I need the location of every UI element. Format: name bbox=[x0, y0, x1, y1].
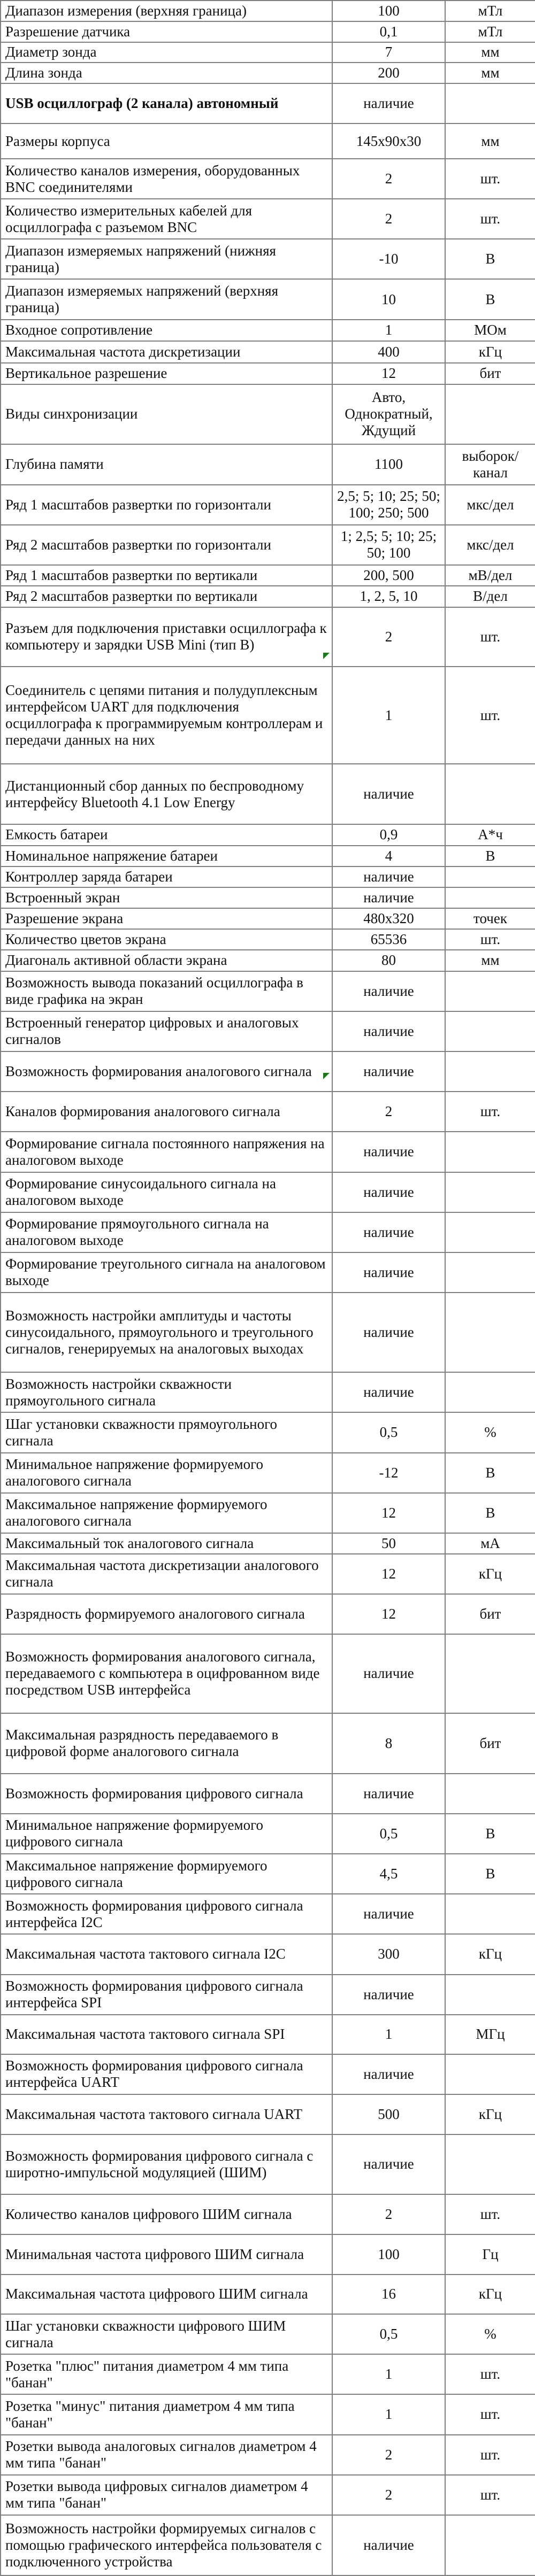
value-cell: 65536 bbox=[332, 929, 445, 950]
unit-cell: В bbox=[445, 846, 535, 867]
unit-cell: кГц bbox=[445, 341, 535, 363]
value-cell: 100 bbox=[332, 2234, 445, 2275]
table-row bbox=[1, 667, 535, 764]
parameter-cell: Встроенный генератор цифровых и аналоговых сигналов bbox=[1, 1011, 332, 1051]
value-cell: 10 bbox=[332, 279, 445, 319]
value-cell: наличие bbox=[332, 1172, 445, 1212]
table-row bbox=[1, 1975, 535, 2015]
parameter-cell: Количество цветов экрана bbox=[1, 929, 332, 950]
parameter-cell: Розетка "минус" питания диаметром 4 мм типа "банан" bbox=[1, 2394, 332, 2434]
parameter-cell: Возможность формирования цифрового сигнала интерфейса SPI bbox=[1, 1975, 332, 2015]
parameter-cell: Возможность настройки скважности прямоугольного сигнала bbox=[1, 1372, 332, 1412]
table-row bbox=[1, 341, 535, 363]
value-cell: наличие bbox=[332, 2054, 445, 2094]
table-row bbox=[1, 1293, 535, 1372]
parameter-cell: Формирование прямоугольного сигнала на аналоговом выходе bbox=[1, 1212, 332, 1252]
value-cell: 0,5 bbox=[332, 1814, 445, 1854]
parameter-cell: Диапазон измеряемых напряжений (верхняя граница) bbox=[1, 279, 332, 319]
table-row bbox=[1, 1594, 535, 1634]
parameter-cell: USB осциллограф (2 канала) автономный bbox=[1, 83, 332, 123]
unit-cell: шт. bbox=[445, 199, 535, 239]
parameter-cell: Максимальная частота тактового сигнала I2C bbox=[1, 1934, 332, 1974]
value-cell: наличие bbox=[332, 1011, 445, 1051]
table-row bbox=[1, 2475, 535, 2515]
unit-cell: мм bbox=[445, 42, 535, 63]
table-row bbox=[1, 2394, 535, 2434]
unit-cell: мм bbox=[445, 63, 535, 83]
table-row bbox=[1, 1533, 535, 1554]
parameter-cell: Возможность настройки формируемых сигналов с помощью графического интерфейса пользователя с подключенного устройства bbox=[1, 2515, 332, 2575]
table-row bbox=[1, 2054, 535, 2094]
value-cell: наличие bbox=[332, 764, 445, 824]
table-row bbox=[1, 1493, 535, 1533]
value-cell: наличие bbox=[332, 1894, 445, 1934]
unit-cell: шт. bbox=[445, 159, 535, 199]
parameter-cell: Максимальное напряжение формируемого цифрового сигнала bbox=[1, 1854, 332, 1894]
value-cell: 12 bbox=[332, 363, 445, 384]
parameter-cell: Вертикальное разрешение bbox=[1, 363, 332, 384]
value-cell: 50 bbox=[332, 1533, 445, 1554]
parameter-cell: Розетки вывода цифровых сигналов диаметром 4 мм типа "банан" bbox=[1, 2475, 332, 2515]
unit-cell: МОм bbox=[445, 320, 535, 341]
table-row bbox=[1, 908, 535, 929]
parameter-cell: Возможность формирования аналогового сигнала bbox=[1, 1051, 332, 1092]
unit-cell: мТл bbox=[445, 1, 535, 21]
parameter-cell: Количество каналов цифрового ШИМ сигнала bbox=[1, 2194, 332, 2234]
table-row bbox=[1, 950, 535, 971]
unit-cell bbox=[445, 1212, 535, 1252]
parameter-cell: Ряд 1 масштабов развертки по вертикали bbox=[1, 565, 332, 586]
value-cell: наличие bbox=[332, 971, 445, 1011]
parameter-cell: Максимальная частота цифрового ШИМ сигнала bbox=[1, 2275, 332, 2314]
table-row bbox=[1, 525, 535, 565]
unit-cell: шт. bbox=[445, 2394, 535, 2434]
unit-cell: В bbox=[445, 1453, 535, 1493]
value-cell: 145х90х30 bbox=[332, 123, 445, 159]
parameter-cell: Максимальная частота дискретизации аналогового сигнала bbox=[1, 1554, 332, 1594]
table-row bbox=[1, 846, 535, 867]
value-cell: наличие bbox=[332, 1774, 445, 1814]
value-cell: 1 bbox=[332, 2015, 445, 2054]
table-row bbox=[1, 1554, 535, 1594]
unit-cell: В bbox=[445, 279, 535, 319]
parameter-cell: Ряд 2 масштабов развертки по горизонтали bbox=[1, 525, 332, 565]
unit-cell: мм bbox=[445, 950, 535, 971]
unit-cell: мТл bbox=[445, 21, 535, 42]
parameter-cell: Диагональ активной области экрана bbox=[1, 950, 332, 971]
unit-cell: мА bbox=[445, 1533, 535, 1554]
table-row bbox=[1, 1172, 535, 1212]
table-row bbox=[1, 1774, 535, 1814]
value-cell: 1 bbox=[332, 2394, 445, 2434]
parameter-cell: Формирование треугольного сигнала на аналоговом выходе bbox=[1, 1252, 332, 1293]
table-row bbox=[1, 971, 535, 1011]
value-cell: наличие bbox=[332, 1212, 445, 1252]
table-row bbox=[1, 1, 535, 21]
unit-cell bbox=[445, 2134, 535, 2194]
parameter-cell: Максимальная частота тактового сигнала SPI bbox=[1, 2015, 332, 2054]
table-row bbox=[1, 2435, 535, 2475]
unit-cell bbox=[445, 2515, 535, 2575]
value-cell: 100 bbox=[332, 1, 445, 21]
parameter-cell: Максимальное напряжение формируемого аналогового сигнала bbox=[1, 1493, 332, 1533]
value-cell: 12 bbox=[332, 1594, 445, 1634]
value-cell: 0,5 bbox=[332, 1412, 445, 1452]
parameter-cell: Дистанционный сбор данных по беспроводному интерфейсу Bluetooth 4.1 Low Energy bbox=[1, 764, 332, 824]
unit-cell bbox=[445, 1975, 535, 2015]
value-cell: Авто, Однократный, Ждущий bbox=[332, 384, 445, 445]
table-row bbox=[1, 2015, 535, 2054]
table-row bbox=[1, 2354, 535, 2394]
value-cell: наличие bbox=[332, 887, 445, 908]
table-row bbox=[1, 2275, 535, 2314]
unit-cell: шт. bbox=[445, 2435, 535, 2475]
unit-cell bbox=[445, 887, 535, 908]
value-cell: 300 bbox=[332, 1934, 445, 1974]
parameter-cell: Возможность формирования цифрового сигнала с широтно-импульсной модуляцией (ШИМ) bbox=[1, 2134, 332, 2194]
unit-cell: МГц bbox=[445, 2015, 535, 2054]
unit-cell bbox=[445, 83, 535, 123]
table-row bbox=[1, 1412, 535, 1452]
value-cell: 12 bbox=[332, 1493, 445, 1533]
value-cell: наличие bbox=[332, 867, 445, 888]
unit-cell: % bbox=[445, 2314, 535, 2354]
unit-cell: В/дел bbox=[445, 586, 535, 607]
parameter-cell: Возможность формирования цифрового сигнала bbox=[1, 1774, 332, 1814]
value-cell: 2 bbox=[332, 2475, 445, 2515]
table-row bbox=[1, 83, 535, 123]
parameter-cell: Емкость батареи bbox=[1, 824, 332, 846]
value-cell: наличие bbox=[332, 1132, 445, 1172]
parameter-cell: Возможность формирования цифрового сигнала интерфейса UART bbox=[1, 2054, 332, 2094]
value-cell: 0,5 bbox=[332, 2314, 445, 2354]
parameter-cell: Размеры корпуса bbox=[1, 123, 332, 159]
unit-cell: кГц bbox=[445, 2275, 535, 2314]
parameter-cell: Разрядность формируемого аналогового сигнала bbox=[1, 1594, 332, 1634]
parameter-cell: Возможность вывода показаний осциллографа в виде графика на экран bbox=[1, 971, 332, 1011]
parameter-cell: Максимальный ток аналогового сигнала bbox=[1, 1533, 332, 1554]
unit-cell: мкс/дел bbox=[445, 525, 535, 565]
value-cell: наличие bbox=[332, 1293, 445, 1372]
table-row bbox=[1, 279, 535, 319]
unit-cell bbox=[445, 1774, 535, 1814]
table-row bbox=[1, 887, 535, 908]
table-row bbox=[1, 607, 535, 667]
value-cell: 2 bbox=[332, 2435, 445, 2475]
unit-cell: шт. bbox=[445, 2475, 535, 2515]
table-row bbox=[1, 867, 535, 888]
value-cell: 80 bbox=[332, 950, 445, 971]
table-row bbox=[1, 2134, 535, 2194]
unit-cell: кГц bbox=[445, 1554, 535, 1594]
table-row bbox=[1, 1372, 535, 1412]
unit-cell: В bbox=[445, 1493, 535, 1533]
table-row bbox=[1, 2194, 535, 2234]
unit-cell: шт. bbox=[445, 2354, 535, 2394]
table-row bbox=[1, 2094, 535, 2134]
table-row bbox=[1, 565, 535, 586]
table-row bbox=[1, 320, 535, 341]
table-row bbox=[1, 199, 535, 239]
table-row bbox=[1, 123, 535, 159]
unit-cell: точек bbox=[445, 908, 535, 929]
value-cell: наличие bbox=[332, 2515, 445, 2575]
parameter-cell: Возможность формирования цифрового сигнала интерфейса I2C bbox=[1, 1894, 332, 1934]
value-cell: -12 bbox=[332, 1453, 445, 1493]
parameter-cell: Разрешение экрана bbox=[1, 908, 332, 929]
unit-cell: В bbox=[445, 239, 535, 279]
value-cell: 2,5; 5; 10; 25; 50; 100; 250; 500 bbox=[332, 485, 445, 525]
unit-cell bbox=[445, 1011, 535, 1051]
table-row bbox=[1, 1011, 535, 1051]
value-cell: 2 bbox=[332, 2194, 445, 2234]
value-cell: -10 bbox=[332, 239, 445, 279]
table-row bbox=[1, 1814, 535, 1854]
table-row bbox=[1, 2314, 535, 2354]
value-cell: 480х320 bbox=[332, 908, 445, 929]
unit-cell: мм bbox=[445, 123, 535, 159]
unit-cell bbox=[445, 971, 535, 1011]
value-cell: 200 bbox=[332, 63, 445, 83]
unit-cell: мкс/дел bbox=[445, 485, 535, 525]
table-row bbox=[1, 384, 535, 445]
unit-cell bbox=[445, 2054, 535, 2094]
table-row bbox=[1, 1092, 535, 1132]
unit-cell: кГц bbox=[445, 2094, 535, 2134]
unit-cell: % bbox=[445, 1412, 535, 1452]
table-row bbox=[1, 764, 535, 824]
table-row bbox=[1, 1132, 535, 1172]
unit-cell bbox=[445, 384, 535, 445]
parameter-cell: Контроллер заряда батареи bbox=[1, 867, 332, 888]
table-row bbox=[1, 1453, 535, 1493]
unit-cell: мВ/дел bbox=[445, 565, 535, 586]
unit-cell: В bbox=[445, 1854, 535, 1894]
unit-cell bbox=[445, 1372, 535, 1412]
table-row bbox=[1, 929, 535, 950]
parameter-cell: Розетки вывода аналоговых сигналов диаметром 4 мм типа "банан" bbox=[1, 2435, 332, 2475]
table-row bbox=[1, 1051, 535, 1092]
value-cell: 16 bbox=[332, 2275, 445, 2314]
table-row bbox=[1, 363, 535, 384]
unit-cell: А*ч bbox=[445, 824, 535, 846]
value-cell: наличие bbox=[332, 1252, 445, 1293]
parameter-cell: Диапазон измерения (верхняя граница) bbox=[1, 1, 332, 21]
table-row bbox=[1, 239, 535, 279]
parameter-cell: Виды синхронизации bbox=[1, 384, 332, 445]
table-row bbox=[1, 1934, 535, 1974]
table-row bbox=[1, 159, 535, 199]
unit-cell: кГц bbox=[445, 1934, 535, 1974]
parameter-cell: Входное сопротивление bbox=[1, 320, 332, 341]
unit-cell: бит bbox=[445, 1713, 535, 1774]
parameter-cell: Количество каналов измерения, оборудованных BNC соединителями bbox=[1, 159, 332, 199]
value-cell: 200, 500 bbox=[332, 565, 445, 586]
value-cell: 500 bbox=[332, 2094, 445, 2134]
parameter-cell: Минимальное напряжение формируемого аналогового сигнала bbox=[1, 1453, 332, 1493]
unit-cell: шт. bbox=[445, 2194, 535, 2234]
table-row bbox=[1, 1854, 535, 1894]
value-cell: 1 bbox=[332, 667, 445, 764]
table-row bbox=[1, 586, 535, 607]
value-cell: наличие bbox=[332, 1975, 445, 2015]
parameter-cell: Разъем для подключения приставки осциллографа к компьютеру и зарядки USB Mini (тип B) bbox=[1, 607, 332, 667]
parameter-cell: Минимальная частота цифрового ШИМ сигнала bbox=[1, 2234, 332, 2275]
value-cell: 0,9 bbox=[332, 824, 445, 846]
table-row bbox=[1, 444, 535, 484]
table-row bbox=[1, 1252, 535, 1293]
unit-cell: шт. bbox=[445, 1092, 535, 1132]
parameter-cell: Разрешение датчика bbox=[1, 21, 332, 42]
unit-cell bbox=[445, 1172, 535, 1212]
parameter-cell: Возможность настройки амплитуды и частоты синусоидального, прямоугольного и треугольного сигналов, генерируемых на аналоговых выходах bbox=[1, 1293, 332, 1372]
parameter-cell: Формирование сигнала постоянного напряжения на аналоговом выходе bbox=[1, 1132, 332, 1172]
value-cell: 1 bbox=[332, 2354, 445, 2394]
unit-cell bbox=[445, 867, 535, 888]
table-row bbox=[1, 1894, 535, 1934]
value-cell: наличие bbox=[332, 83, 445, 123]
parameter-cell: Розетка "плюс" питания диаметром 4 мм типа "банан" bbox=[1, 2354, 332, 2394]
parameter-cell: Диаметр зонда bbox=[1, 42, 332, 63]
unit-cell: бит bbox=[445, 1594, 535, 1634]
value-cell: 1100 bbox=[332, 444, 445, 484]
parameter-cell: Минимальное напряжение формируемого цифрового сигнала bbox=[1, 1814, 332, 1854]
table-row bbox=[1, 2234, 535, 2275]
unit-cell: В bbox=[445, 1814, 535, 1854]
unit-cell: шт. bbox=[445, 929, 535, 950]
value-cell: 1 bbox=[332, 320, 445, 341]
value-cell: 2 bbox=[332, 1092, 445, 1132]
parameter-cell: Номинальное напряжение батареи bbox=[1, 846, 332, 867]
unit-cell bbox=[445, 1051, 535, 1092]
unit-cell bbox=[445, 1894, 535, 1934]
parameter-cell: Ряд 1 масштабов развертки по горизонтали bbox=[1, 485, 332, 525]
table-row bbox=[1, 1713, 535, 1774]
table-row bbox=[1, 63, 535, 83]
unit-cell bbox=[445, 1293, 535, 1372]
parameter-cell: Шаг установки скважности цифрового ШИМ сигнала bbox=[1, 2314, 332, 2354]
parameter-cell: Максимальная разрядность передаваемого в цифровой форме аналогового сигнала bbox=[1, 1713, 332, 1774]
value-cell: 0,1 bbox=[332, 21, 445, 42]
parameter-cell: Возможность формирования аналогового сигнала, передаваемого с компьютера в оцифрованном виде посредством USB интерфейса bbox=[1, 1634, 332, 1713]
parameter-cell: Длина зонда bbox=[1, 63, 332, 83]
value-cell: 400 bbox=[332, 341, 445, 363]
table-row bbox=[1, 824, 535, 846]
parameter-cell: Ряд 2 масштабов развертки по вертикали bbox=[1, 586, 332, 607]
parameter-cell: Максимальная частота тактового сигнала UART bbox=[1, 2094, 332, 2134]
unit-cell bbox=[445, 1132, 535, 1172]
unit-cell: Гц bbox=[445, 2234, 535, 2275]
spec-rows bbox=[1, 1, 535, 2575]
table-row bbox=[1, 21, 535, 42]
value-cell: 4 bbox=[332, 846, 445, 867]
parameter-cell: Соединитель с цепями питания и полудуплексным интерфейсом UART для подключения осциллографа к программируемым контроллерам и передачи данных на них bbox=[1, 667, 332, 764]
value-cell: наличие bbox=[332, 1634, 445, 1713]
value-cell: 2 bbox=[332, 607, 445, 667]
parameter-cell: Каналов формирования аналогового сигнала bbox=[1, 1092, 332, 1132]
comment-marker bbox=[323, 653, 330, 659]
parameter-cell: Формирование синусоидального сигнала на аналоговом выходе bbox=[1, 1172, 332, 1212]
table-row bbox=[1, 2515, 535, 2575]
parameter-cell: Глубина памяти bbox=[1, 444, 332, 484]
unit-cell: шт. bbox=[445, 667, 535, 764]
unit-cell: выборок/канал bbox=[445, 444, 535, 484]
unit-cell: шт. bbox=[445, 607, 535, 667]
value-cell: 2 bbox=[332, 199, 445, 239]
value-cell: наличие bbox=[332, 2134, 445, 2194]
parameter-cell: Максимальная частота дискретизации bbox=[1, 341, 332, 363]
table-row bbox=[1, 1634, 535, 1713]
parameter-cell: Встроенный экран bbox=[1, 887, 332, 908]
parameter-cell: Количество измерительных кабелей для осциллографа с разъемом BNC bbox=[1, 199, 332, 239]
value-cell: 1; 2,5; 5; 10; 25; 50; 100 bbox=[332, 525, 445, 565]
comment-marker bbox=[323, 1073, 330, 1079]
unit-cell bbox=[445, 1634, 535, 1713]
table-row bbox=[1, 485, 535, 525]
table-row bbox=[1, 42, 535, 63]
value-cell: 2 bbox=[332, 159, 445, 199]
table-row bbox=[1, 1212, 535, 1252]
unit-cell bbox=[445, 764, 535, 824]
value-cell: 12 bbox=[332, 1554, 445, 1594]
parameter-cell: Диапазон измеряемых напряжений (нижняя граница) bbox=[1, 239, 332, 279]
unit-cell bbox=[445, 1252, 535, 1293]
value-cell: 8 bbox=[332, 1713, 445, 1774]
value-cell: 1, 2, 5, 10 bbox=[332, 586, 445, 607]
value-cell: 7 bbox=[332, 42, 445, 63]
value-cell: 4,5 bbox=[332, 1854, 445, 1894]
value-cell: наличие bbox=[332, 1051, 445, 1092]
value-cell: наличие bbox=[332, 1372, 445, 1412]
unit-cell: бит bbox=[445, 363, 535, 384]
parameter-cell: Шаг установки скважности прямоугольного сигнала bbox=[1, 1412, 332, 1452]
